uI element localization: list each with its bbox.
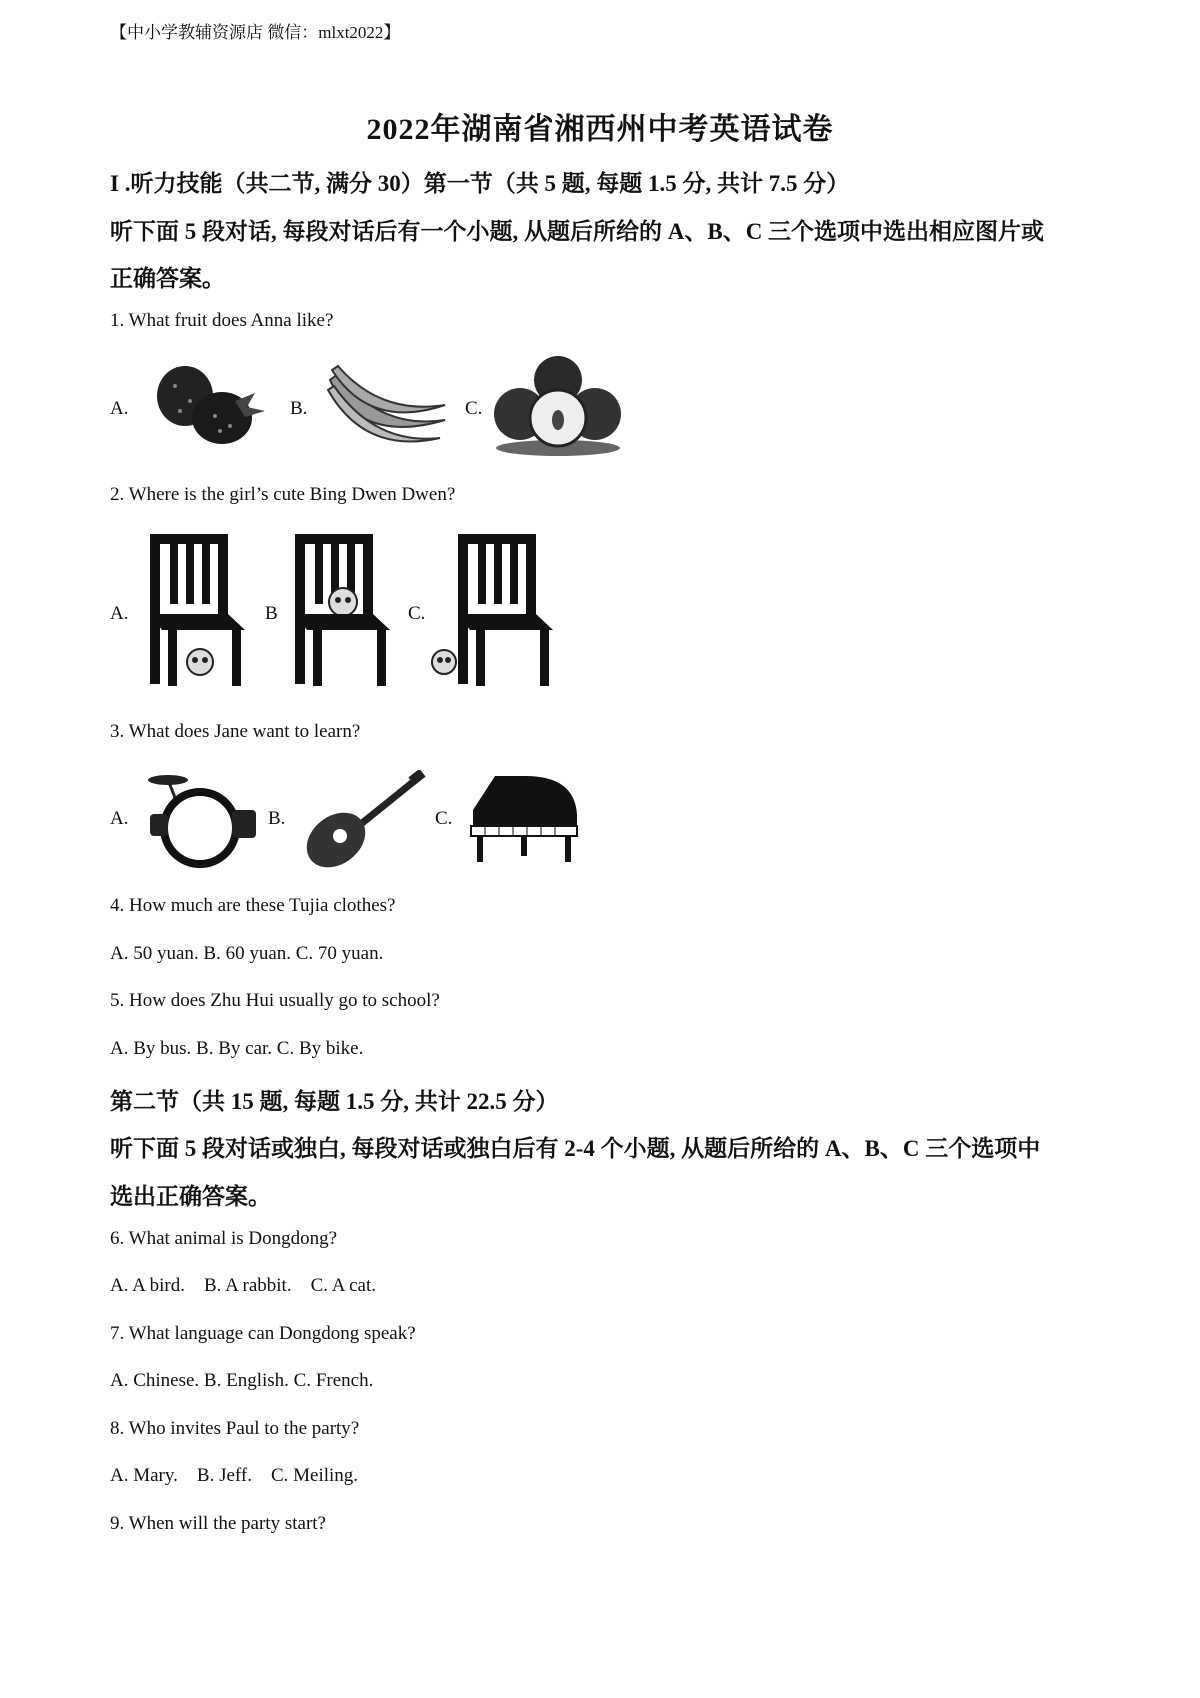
question-8: 8. Who invites Paul to the party? <box>110 1418 360 1439</box>
question-7: 7. What language can Dongdong speak? <box>110 1323 416 1344</box>
banana-icon <box>320 360 450 455</box>
question-1: 1. What fruit does Anna like? <box>110 310 334 331</box>
question-3: 3. What does Jane want to learn? <box>110 721 361 742</box>
drum-icon <box>140 770 260 870</box>
part2-instruction-2: 选出正确答案。 <box>110 1184 271 1209</box>
q2-option-c-label: C. <box>408 603 426 624</box>
q3-option-a-label: A. <box>110 808 129 829</box>
piano-icon <box>465 770 585 865</box>
chair-toy-on-icon <box>285 530 395 690</box>
q3-option-b-label: B. <box>268 808 286 829</box>
guitar-icon <box>296 770 426 870</box>
question-5: 5. How does Zhu Hui usually go to school? <box>110 990 440 1011</box>
part1-instruction-2: 正确答案。 <box>110 266 225 291</box>
page-title: 2022年湖南省湘西州中考英语试卷 <box>366 113 834 146</box>
question-2: 2. Where is the girl’s cute Bing Dwen Dwen? <box>110 484 456 505</box>
apple-icon <box>490 352 625 457</box>
part1-heading: I .听力技能（共二节, 满分 30）第一节（共 5 题, 每题 1.5 分, 共计 7.5 分） <box>110 171 850 196</box>
question-4: 4. How much are these Tujia clothes? <box>110 895 396 916</box>
question-6-options: A. A bird. B. A rabbit. C. A cat. <box>110 1275 377 1296</box>
part2-heading: 第二节（共 15 题, 每题 1.5 分, 共计 22.5 分） <box>110 1089 559 1114</box>
q1-option-b-label: B. <box>290 398 308 419</box>
chair-toy-under-icon <box>140 530 250 690</box>
question-4-options: A. 50 yuan. B. 60 yuan. C. 70 yuan. <box>110 943 384 964</box>
part1-instruction-1: 听下面 5 段对话, 每段对话后有一个小题, 从题后所给的 A、B、C 三个选项中选出相应图片或 <box>110 219 1045 244</box>
question-7-options: A. Chinese. B. English. C. French. <box>110 1370 374 1391</box>
q1-option-c-label: C. <box>465 398 483 419</box>
question-9: 9. When will the party start? <box>110 1513 326 1534</box>
strawberry-icon <box>140 356 270 456</box>
question-8-options: A. Mary. B. Jeff. C. Meiling. <box>110 1465 359 1486</box>
watermark-header: 【中小学教辅资源店 微信：mlxt2022】 <box>110 23 401 42</box>
question-5-options: A. By bus. B. By car. C. By bike. <box>110 1038 364 1059</box>
chair-toy-beside-icon <box>430 530 555 690</box>
part2-instruction-1: 听下面 5 段对话或独白, 每段对话或独白后有 2-4 个小题, 从题后所给的 A、B、C 三个选项中 <box>110 1136 1041 1161</box>
q2-option-a-label: A. <box>110 603 129 624</box>
q3-option-c-label: C. <box>435 808 453 829</box>
q1-option-a-label: A. <box>110 398 129 419</box>
q2-option-b-label: B <box>265 603 278 624</box>
question-6: 6. What animal is Dongdong? <box>110 1228 338 1249</box>
